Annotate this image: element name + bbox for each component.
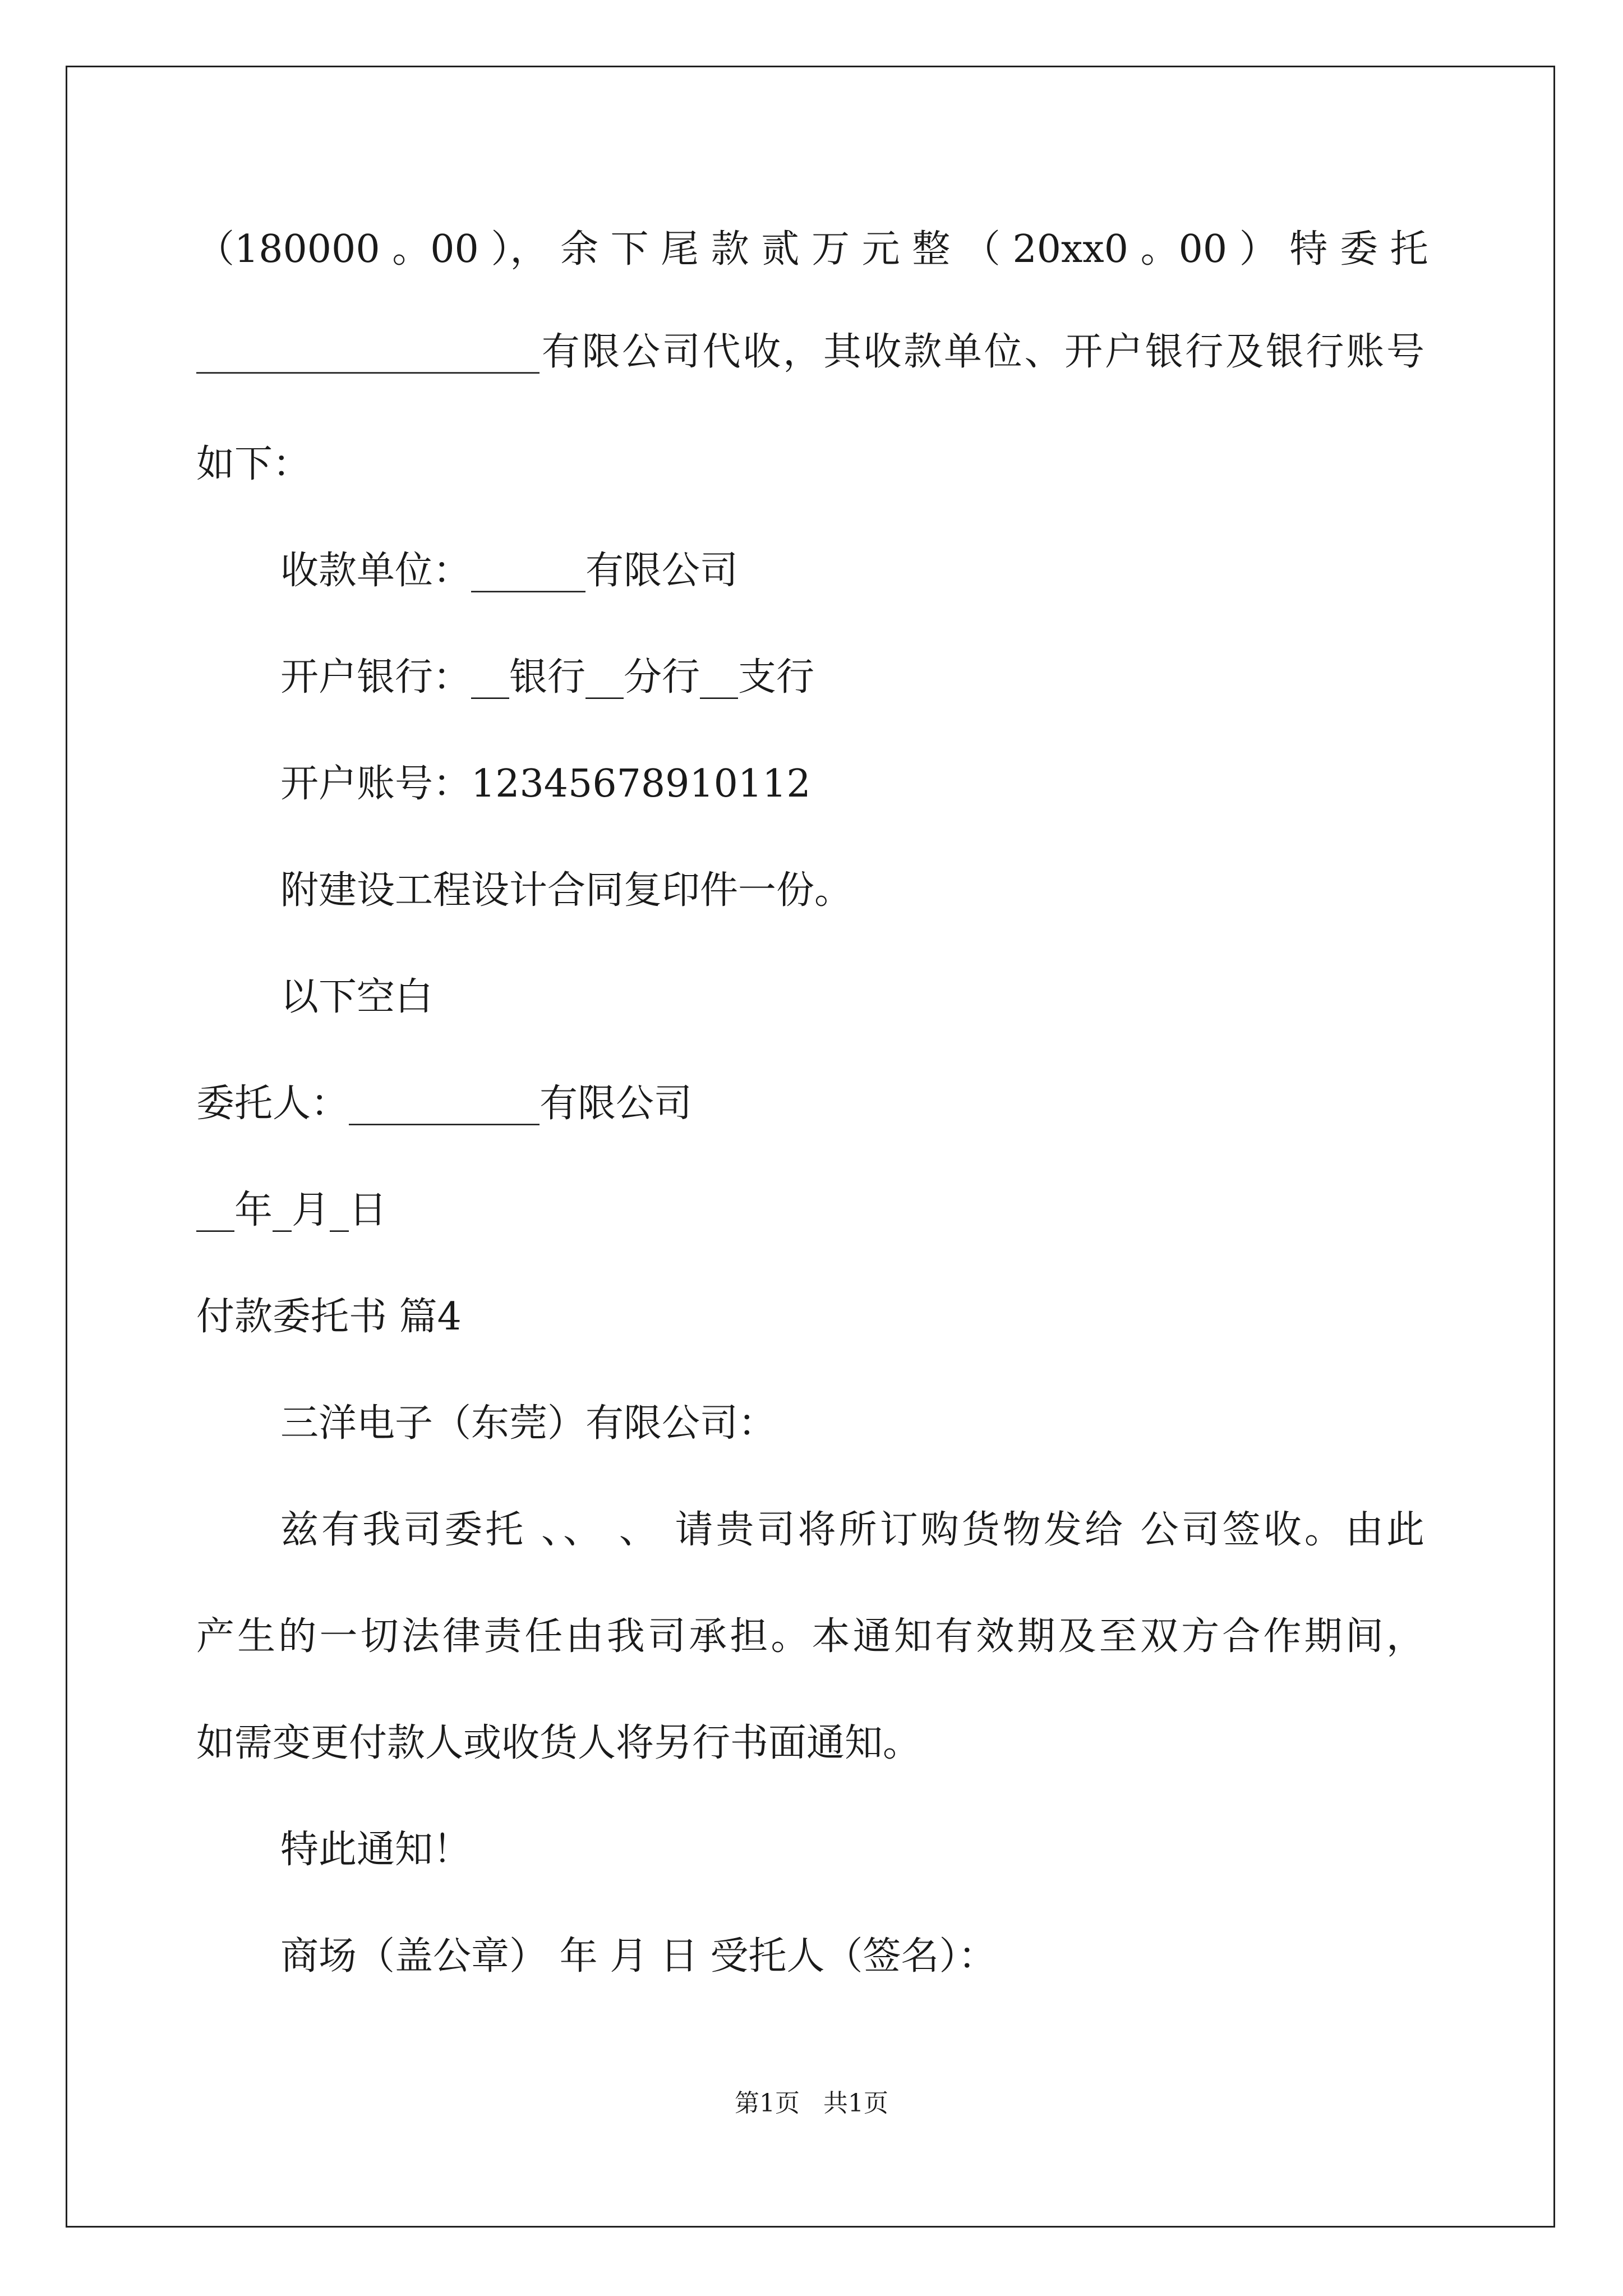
bank-name-line: 开户银行：__银行__分行__支行 (280, 655, 815, 700)
bank-account-line: 开户账号：12345678910112 (280, 762, 811, 806)
attachment-line: 附建设工程设计合同复印件一份。 (280, 868, 853, 913)
text-line-collector-company: __________________有限公司代收，其收款单位、开户银行及银行账号 (196, 330, 1424, 374)
payee-unit-line: 收款单位：______有限公司 (280, 549, 739, 593)
principal-line: 委托人：__________有限公司 (196, 1082, 693, 1126)
section-title: 付款委托书 篇4 (196, 1295, 462, 1339)
page-border (66, 66, 1555, 2228)
blank-below-line: 以下空白 (280, 975, 434, 1019)
hereby-notice-line: 特此通知！ (280, 1828, 472, 1872)
text-line-amount-continuation: （180000 。00 ）， 余 下 尾 款 贰 万 元 整 （ 20xx0 。00 ） 特 委 托 (196, 227, 1428, 272)
addressee-line: 三洋电子（东莞）有限公司： (280, 1401, 777, 1446)
signature-line: 商场（盖公章） 年 月 日 受托人（签名）： (280, 1934, 997, 1978)
notice-paragraph-line-2: 产生的一切法律责任由我司承担。本通知有效期及至双方合作期间， (196, 1614, 1424, 1659)
notice-paragraph-line-3: 如需变更付款人或收货人将另行书面通知。 (196, 1721, 921, 1765)
text-line-as-follows: 如下： (196, 442, 311, 486)
date-line: __年_月_日 (196, 1188, 388, 1232)
page-footer: 第1页 共1页 (735, 2089, 888, 2118)
notice-paragraph-line-1: 兹有我司委托 、、 、 请贵司将所订购货物发给 公司签收。由此 (280, 1508, 1424, 1552)
